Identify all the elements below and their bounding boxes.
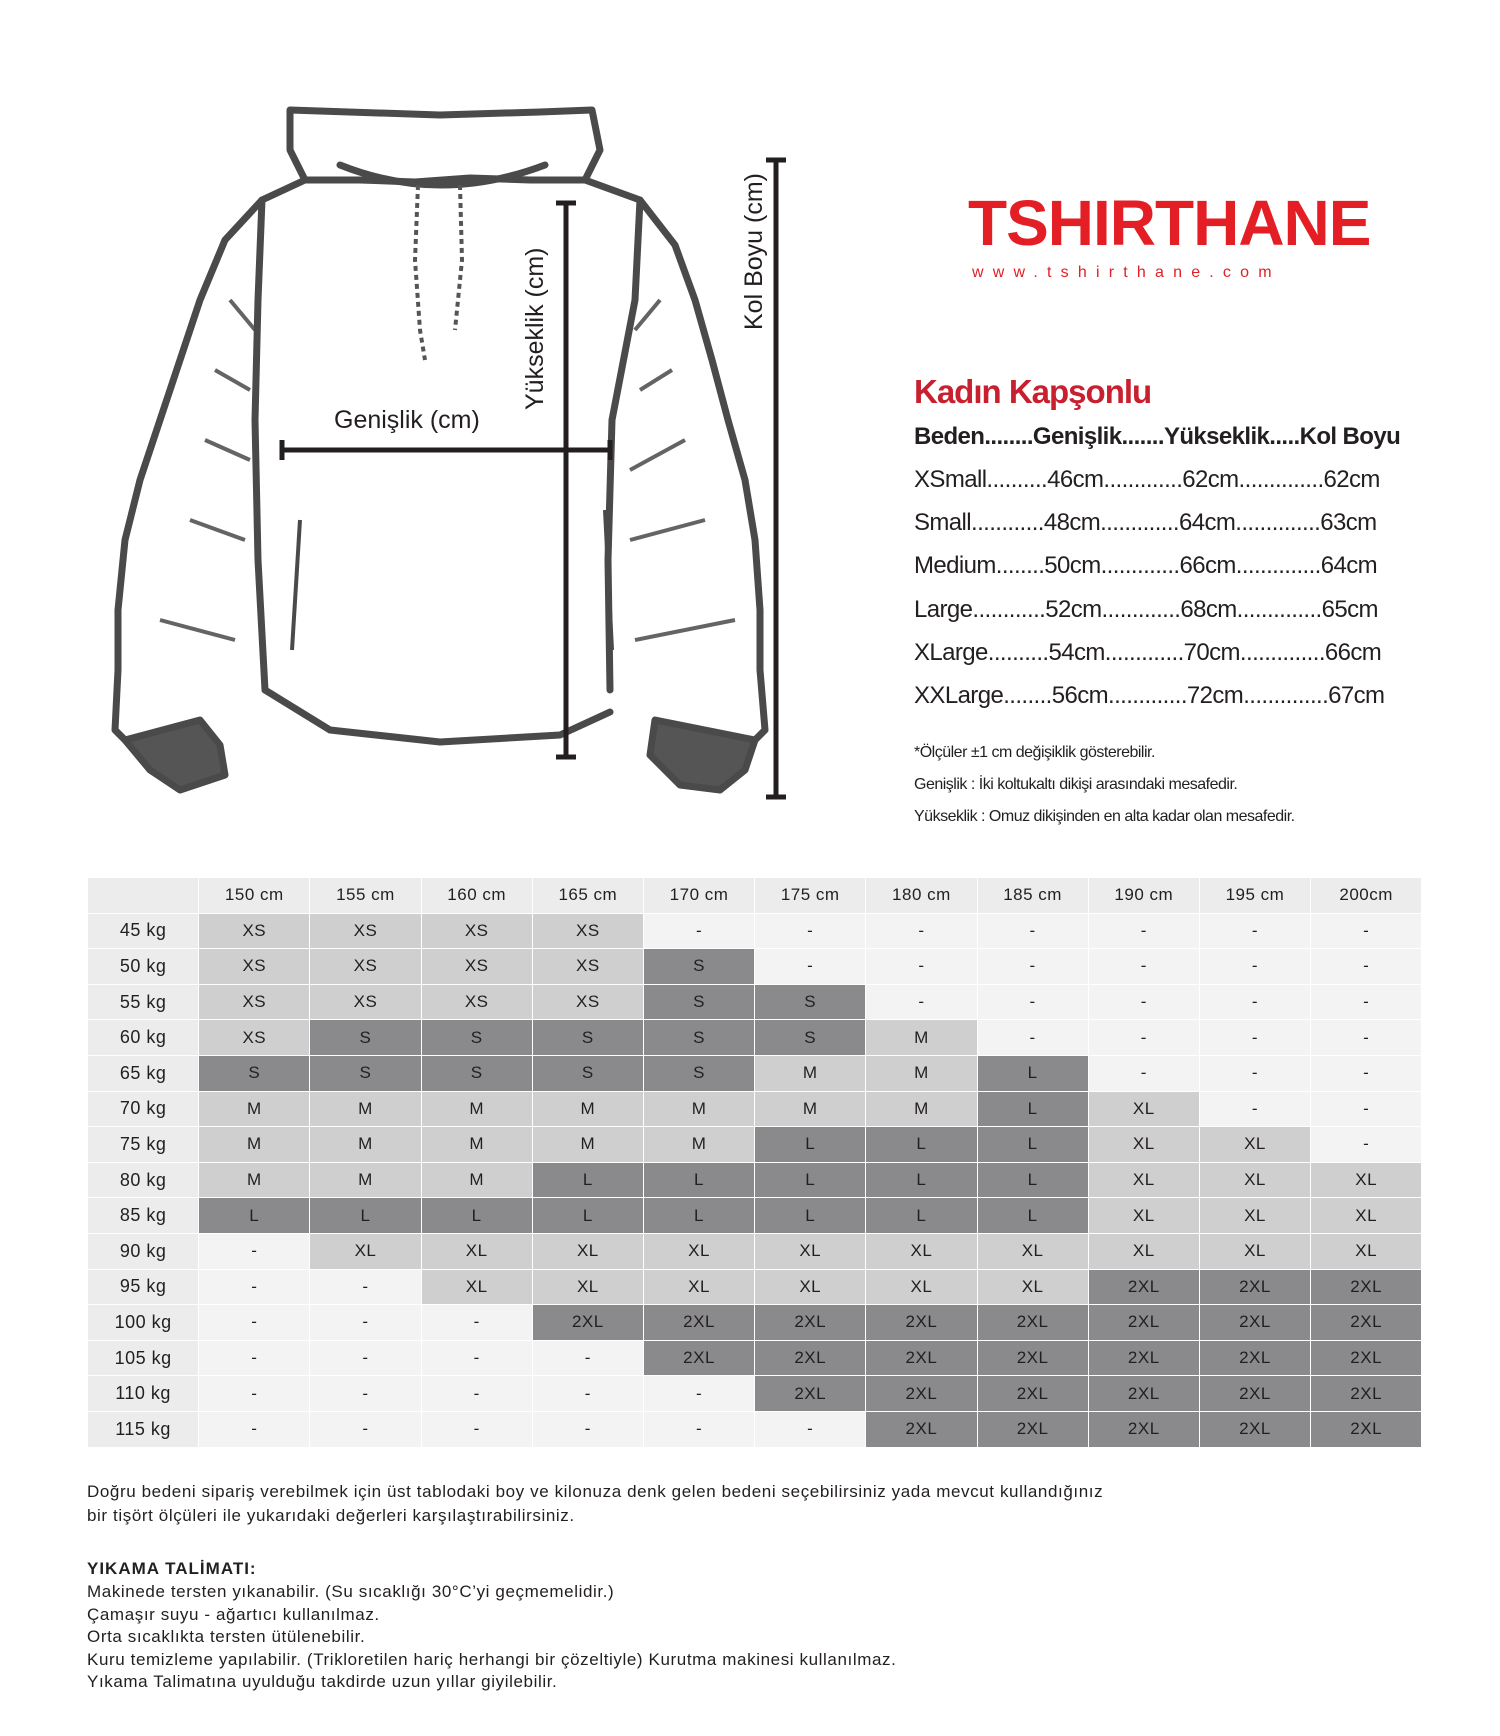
size-cell: 2XL xyxy=(977,1340,1088,1376)
size-cell: XS xyxy=(310,949,421,985)
size-cell: M xyxy=(643,1091,754,1127)
size-cell: 2XL xyxy=(1199,1305,1310,1341)
size-cell: - xyxy=(1199,949,1310,985)
size-cell: - xyxy=(310,1411,421,1447)
weight-cell: 45 kg xyxy=(88,913,199,949)
size-cell: S xyxy=(643,984,754,1020)
size-cell: M xyxy=(866,1020,977,1056)
size-cell: 2XL xyxy=(643,1340,754,1376)
size-cell: XL xyxy=(532,1269,643,1305)
width-label: Genişlik (cm) xyxy=(334,406,480,434)
height-header: 165 cm xyxy=(532,878,643,914)
size-cell: XS xyxy=(199,984,310,1020)
size-cell: L xyxy=(866,1127,977,1163)
size-cell: 2XL xyxy=(866,1411,977,1447)
size-cell: L xyxy=(532,1162,643,1198)
size-cell: XS xyxy=(199,1020,310,1056)
weight-cell: 115 kg xyxy=(88,1411,199,1447)
size-cell: - xyxy=(1311,1127,1422,1163)
height-header: 150 cm xyxy=(199,878,310,914)
height-header: 185 cm xyxy=(977,878,1088,914)
size-cell: S xyxy=(310,1020,421,1056)
size-cell: 2XL xyxy=(755,1305,866,1341)
size-cell: XL xyxy=(1311,1198,1422,1234)
size-cell: L xyxy=(977,1162,1088,1198)
size-cell: - xyxy=(866,984,977,1020)
size-cell: 2XL xyxy=(532,1305,643,1341)
care-line: Kuru temizleme yapılabilir. (Trikloretilen hariç herhangi bir çözeltiyle) Kurutma makinesi kullanılmaz. xyxy=(87,1649,897,1669)
height-header: 200cm xyxy=(1311,878,1422,914)
size-cell: M xyxy=(421,1127,532,1163)
size-cell: - xyxy=(977,1020,1088,1056)
size-cell: - xyxy=(532,1376,643,1412)
size-cell: - xyxy=(199,1411,310,1447)
size-cell: L xyxy=(755,1162,866,1198)
size-cell: XL xyxy=(1311,1233,1422,1269)
size-cell: 2XL xyxy=(643,1305,754,1341)
care-instructions xyxy=(87,1557,1427,1694)
size-cell: - xyxy=(1311,1020,1422,1056)
table-row xyxy=(88,1340,1422,1376)
weight-cell: 70 kg xyxy=(88,1091,199,1127)
size-cell: M xyxy=(755,1091,866,1127)
size-cell: L xyxy=(977,1127,1088,1163)
size-cell: - xyxy=(977,913,1088,949)
size-cell: - xyxy=(977,949,1088,985)
weight-cell: 60 kg xyxy=(88,1020,199,1056)
size-cell: S xyxy=(421,1020,532,1056)
size-cell: XL xyxy=(532,1233,643,1269)
sleeve-dimension xyxy=(766,160,786,797)
size-cell: - xyxy=(310,1305,421,1341)
size-cell: 2XL xyxy=(1088,1340,1199,1376)
height-header: 175 cm xyxy=(755,878,866,914)
size-cell: M xyxy=(866,1055,977,1091)
care-line: Makinede tersten yıkanabilir. (Su sıcaklığı 30°C’yi geçmemelidir.) xyxy=(87,1582,615,1601)
height-header: 190 cm xyxy=(1088,878,1199,914)
size-cell: XL xyxy=(421,1269,532,1305)
size-cell: L xyxy=(977,1055,1088,1091)
size-cell: - xyxy=(1088,949,1199,985)
size-cell: - xyxy=(1199,1020,1310,1056)
size-cell: M xyxy=(199,1091,310,1127)
size-cell: 2XL xyxy=(1199,1269,1310,1305)
size-cell: - xyxy=(1199,984,1310,1020)
size-table xyxy=(87,877,1422,1448)
size-cell: 2XL xyxy=(1311,1340,1422,1376)
size-cell: L xyxy=(866,1198,977,1234)
size-cell: XL xyxy=(643,1233,754,1269)
spec-row: Medium........50cm.............66cm..............64cm xyxy=(914,552,1378,580)
size-cell: XS xyxy=(421,949,532,985)
size-cell: L xyxy=(755,1127,866,1163)
weight-cell: 85 kg xyxy=(88,1198,199,1234)
order-note-line: Doğru bedeni sipariş verebilmek için üst tablodaki boy ve kilonuza denk gelen bedeni seçebilirsiniz yada mevcut kullandığınız xyxy=(87,1482,1104,1501)
size-cell: - xyxy=(755,913,866,949)
size-cell: 2XL xyxy=(866,1340,977,1376)
width-dimension xyxy=(282,440,610,460)
pocket-line xyxy=(292,520,300,650)
size-cell: L xyxy=(310,1198,421,1234)
size-cell: S xyxy=(532,1055,643,1091)
size-cell: M xyxy=(643,1127,754,1163)
size-cell: XL xyxy=(755,1269,866,1305)
size-cell: - xyxy=(421,1305,532,1341)
weight-cell: 90 kg xyxy=(88,1233,199,1269)
table-row xyxy=(88,1269,1422,1305)
size-cell: 2XL xyxy=(866,1305,977,1341)
spec-row: XLarge..........54cm.............70cm..............66cm xyxy=(914,638,1382,666)
size-cell: XL xyxy=(755,1233,866,1269)
care-line: Orta sıcaklıkta tersten ütülenebilir. xyxy=(87,1627,366,1647)
size-cell: M xyxy=(310,1127,421,1163)
size-cell: - xyxy=(643,1411,754,1447)
spec-note: *Ölçüler ±1 cm değişiklik gösterebilir. xyxy=(914,744,1155,762)
table-row xyxy=(88,1020,1422,1056)
size-cell: S xyxy=(532,1020,643,1056)
table-row xyxy=(88,1055,1422,1091)
table-row xyxy=(88,949,1422,985)
brand-name: TSHIRTHANE xyxy=(968,187,1371,259)
size-cell: XL xyxy=(1088,1091,1199,1127)
size-table-body xyxy=(88,913,1422,1447)
size-cell: 2XL xyxy=(1088,1411,1199,1447)
weight-cell: 55 kg xyxy=(88,984,199,1020)
size-cell: 2XL xyxy=(1199,1411,1310,1447)
drawstrings xyxy=(415,185,462,360)
size-cell: XL xyxy=(421,1233,532,1269)
size-cell: - xyxy=(421,1376,532,1412)
size-cell: XL xyxy=(1311,1162,1422,1198)
size-cell: - xyxy=(643,913,754,949)
size-cell: - xyxy=(310,1269,421,1305)
size-cell: XS xyxy=(310,913,421,949)
size-cell: L xyxy=(199,1198,310,1234)
size-cell: 2XL xyxy=(1311,1376,1422,1412)
size-cell: S xyxy=(643,949,754,985)
size-cell: 2XL xyxy=(1311,1305,1422,1341)
size-cell: XS xyxy=(310,984,421,1020)
table-row xyxy=(88,1376,1422,1412)
size-cell: M xyxy=(199,1162,310,1198)
size-cell: M xyxy=(199,1127,310,1163)
size-cell: - xyxy=(755,1411,866,1447)
size-cell: S xyxy=(643,1020,754,1056)
size-cell: XL xyxy=(1088,1127,1199,1163)
size-cell: XL xyxy=(1199,1233,1310,1269)
size-cell: XL xyxy=(1088,1198,1199,1234)
size-cell: - xyxy=(1088,913,1199,949)
size-cell: M xyxy=(421,1091,532,1127)
size-cell: - xyxy=(421,1340,532,1376)
size-cell: XS xyxy=(199,913,310,949)
size-cell: - xyxy=(866,949,977,985)
weight-cell: 105 kg xyxy=(88,1340,199,1376)
height-dimension xyxy=(556,203,576,757)
spec-row: XSmall..........46cm.............62cm..............62cm xyxy=(914,466,1380,493)
table-row xyxy=(88,1127,1422,1163)
sleeve-shading xyxy=(160,300,735,640)
size-cell: - xyxy=(1199,913,1310,949)
size-cell: - xyxy=(1311,913,1422,949)
size-cell: XL xyxy=(310,1233,421,1269)
size-cell: L xyxy=(977,1198,1088,1234)
size-cell: - xyxy=(1311,984,1422,1020)
height-header: 180 cm xyxy=(866,878,977,914)
weight-cell: 75 kg xyxy=(88,1127,199,1163)
size-cell: XS xyxy=(532,913,643,949)
size-cell: - xyxy=(310,1340,421,1376)
height-label: Yükseklik (cm) xyxy=(521,247,549,410)
size-cell: - xyxy=(1088,1020,1199,1056)
size-cell: M xyxy=(866,1091,977,1127)
spec-note: Genişlik : İki koltukaltı dikişi arasındaki mesafedir. xyxy=(914,776,1238,794)
table-row xyxy=(88,1198,1422,1234)
weight-cell: 80 kg xyxy=(88,1162,199,1198)
size-cell: S xyxy=(310,1055,421,1091)
size-cell: M xyxy=(532,1091,643,1127)
size-cell: M xyxy=(532,1127,643,1163)
size-cell: 2XL xyxy=(1311,1411,1422,1447)
size-cell: - xyxy=(199,1340,310,1376)
size-cell: - xyxy=(977,984,1088,1020)
table-row xyxy=(88,1091,1422,1127)
size-cell: 2XL xyxy=(755,1376,866,1412)
weight-cell: 110 kg xyxy=(88,1376,199,1412)
size-cell: XL xyxy=(643,1269,754,1305)
height-header: 170 cm xyxy=(643,878,754,914)
size-cell: 2XL xyxy=(977,1376,1088,1412)
size-cell: 2XL xyxy=(1311,1269,1422,1305)
size-cell: - xyxy=(643,1376,754,1412)
weight-cell: 50 kg xyxy=(88,949,199,985)
size-cell: XL xyxy=(1088,1162,1199,1198)
size-cell: - xyxy=(866,913,977,949)
size-cell: L xyxy=(977,1091,1088,1127)
order-note xyxy=(87,1480,1427,1528)
spec-note: Yükseklik : Omuz dikişinden en alta kadar olan mesafedir. xyxy=(914,808,1295,826)
size-cell: S xyxy=(421,1055,532,1091)
size-cell: M xyxy=(421,1162,532,1198)
care-line: Yıkama Talimatına uyulduğu takdirde uzun yıllar giyilebilir. xyxy=(87,1672,558,1692)
size-cell: S xyxy=(643,1055,754,1091)
size-cell: XL xyxy=(866,1233,977,1269)
size-cell: 2XL xyxy=(977,1305,1088,1341)
size-cell: M xyxy=(755,1055,866,1091)
size-cell: XS xyxy=(199,949,310,985)
spec-row: Large............52cm.............68cm..............65cm xyxy=(914,595,1378,623)
size-cell: - xyxy=(199,1233,310,1269)
size-cell: - xyxy=(1199,1055,1310,1091)
size-cell: XS xyxy=(532,984,643,1020)
weight-cell: 65 kg xyxy=(88,1055,199,1091)
size-cell: XL xyxy=(977,1233,1088,1269)
size-cell: S xyxy=(199,1055,310,1091)
size-cell: XL xyxy=(866,1269,977,1305)
care-title: YIKAMA TALİMATI: xyxy=(87,1559,257,1578)
size-cell: - xyxy=(755,949,866,985)
size-cell: L xyxy=(532,1198,643,1234)
size-cell: 2XL xyxy=(977,1411,1088,1447)
size-cell: XL xyxy=(977,1269,1088,1305)
table-row xyxy=(88,1162,1422,1198)
size-cell: - xyxy=(199,1376,310,1412)
order-note-line: bir tişört ölçüleri ile yukarıdaki değerleri karşılaştırabilirsiniz. xyxy=(87,1506,575,1525)
size-cell: - xyxy=(1088,1055,1199,1091)
size-cell: - xyxy=(1311,949,1422,985)
size-cell: S xyxy=(755,984,866,1020)
size-cell: - xyxy=(532,1411,643,1447)
weight-cell: 95 kg xyxy=(88,1269,199,1305)
size-cell: L xyxy=(643,1198,754,1234)
spec-title: Kadın Kapşonlu xyxy=(914,373,1152,410)
size-cell: - xyxy=(1088,984,1199,1020)
size-cell: 2XL xyxy=(755,1340,866,1376)
size-cell: - xyxy=(199,1305,310,1341)
size-cell: XL xyxy=(1199,1198,1310,1234)
size-cell: - xyxy=(310,1376,421,1412)
spec-row: Small............48cm.............64cm..............63cm xyxy=(914,509,1377,537)
size-spec xyxy=(914,368,1424,833)
size-cell: 2XL xyxy=(1088,1305,1199,1341)
table-row xyxy=(88,984,1422,1020)
spec-notes xyxy=(914,737,1424,833)
size-cell: - xyxy=(1199,1091,1310,1127)
spec-header: Beden........Genişlik.......Yükseklik.....Kol Boyu xyxy=(914,423,1401,450)
size-cell: XS xyxy=(421,913,532,949)
size-cell: L xyxy=(866,1162,977,1198)
size-cell: XL xyxy=(1088,1233,1199,1269)
size-cell: XL xyxy=(1199,1162,1310,1198)
size-cell: XL xyxy=(1199,1127,1310,1163)
size-cell: 2XL xyxy=(1088,1269,1199,1305)
size-cell: - xyxy=(1311,1055,1422,1091)
spec-row: XXLarge........56cm.............72cm..............67cm xyxy=(914,681,1385,709)
size-cell: 2XL xyxy=(866,1376,977,1412)
table-header-row xyxy=(88,878,1422,914)
size-cell: - xyxy=(532,1340,643,1376)
height-header: 160 cm xyxy=(421,878,532,914)
brand-url: www.tshirthane.com xyxy=(972,264,1281,281)
table-row xyxy=(88,1305,1422,1341)
size-cell: - xyxy=(421,1411,532,1447)
table-row xyxy=(88,913,1422,949)
size-cell: L xyxy=(421,1198,532,1234)
size-cell: M xyxy=(310,1091,421,1127)
size-cell: 2XL xyxy=(1199,1340,1310,1376)
care-line: Çamaşır suyu - ağartıcı kullanılmaz. xyxy=(87,1604,380,1624)
size-cell: M xyxy=(310,1162,421,1198)
table-corner xyxy=(88,878,199,914)
height-header: 155 cm xyxy=(310,878,421,914)
size-cell: - xyxy=(199,1269,310,1305)
size-cell: XS xyxy=(421,984,532,1020)
weight-cell: 100 kg xyxy=(88,1305,199,1341)
sleeve-label: Kol Boyu (cm) xyxy=(740,173,768,330)
size-cell: 2XL xyxy=(1088,1376,1199,1412)
size-cell: L xyxy=(643,1162,754,1198)
table-row xyxy=(88,1411,1422,1447)
size-cell: L xyxy=(755,1198,866,1234)
table-row xyxy=(88,1233,1422,1269)
size-cell: - xyxy=(1311,1091,1422,1127)
size-cell: 2XL xyxy=(1199,1376,1310,1412)
brand-logo xyxy=(968,187,1371,288)
size-cell: XS xyxy=(532,949,643,985)
size-cell: S xyxy=(755,1020,866,1056)
hoodie-diagram xyxy=(0,0,900,830)
height-header: 195 cm xyxy=(1199,878,1310,914)
